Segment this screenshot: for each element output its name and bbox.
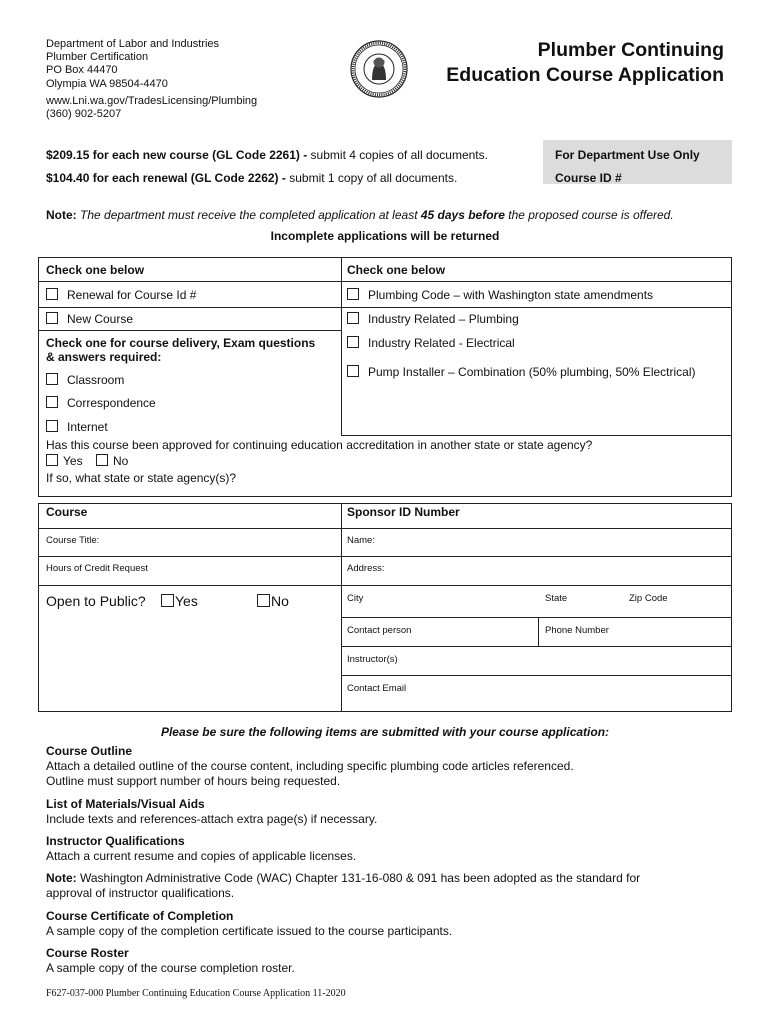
hours-credit-label: Hours of Credit Request xyxy=(46,563,148,574)
title-line: Education Course Application xyxy=(446,64,724,86)
agency-website: www.Lni.wa.gov/TradesLicensing/Plumbing xyxy=(46,94,258,107)
pump-installer-label: Pump Installer – Combination (50% plumbing, 50% Electrical) xyxy=(368,365,696,379)
left-check-header: Check one below xyxy=(46,263,145,277)
state-agency-question: If so, what state or state agency(s)? xyxy=(46,471,237,485)
approved-yes-label: Yes xyxy=(63,454,83,468)
item-text: approval of instructor qualifications. xyxy=(46,886,235,900)
wac-note xyxy=(46,871,736,901)
open-public-yes-label: Yes xyxy=(175,593,198,609)
renew-fee-amount: $104.40 for each renewal (GL Code 2262) - xyxy=(46,171,286,185)
new-fee-instructions: submit 4 copies of all documents. xyxy=(307,148,488,162)
title-line: Plumber Continuing xyxy=(537,39,724,61)
agency-address xyxy=(46,38,257,121)
approved-yes-checkbox[interactable] xyxy=(46,454,58,466)
address-line: Plumber Certification xyxy=(46,51,149,64)
certificate-item xyxy=(46,909,736,939)
renewal-fee xyxy=(46,171,457,185)
zip-label: Zip Code xyxy=(629,593,668,604)
approved-question: Has this course been approved for continuing education accreditation in another state or state agency? xyxy=(46,438,593,452)
roster-item xyxy=(46,946,736,976)
course-id-label: Course ID # xyxy=(555,171,622,185)
note-text: The department must receive the completed application at least xyxy=(76,208,421,222)
item-text: A sample copy of the completion certificate issued to the course participants. xyxy=(46,924,453,938)
form-id-footer: F627-037-000 Plumber Continuing Education Course Application 11-2020 xyxy=(46,988,346,999)
internet-checkbox[interactable] xyxy=(46,420,58,432)
agency-phone: (360) 902-5207 xyxy=(46,108,122,121)
plumbing-code-label: Plumbing Code – with Washington state amendments xyxy=(368,288,654,302)
item-heading: List of Materials/Visual Aids xyxy=(46,797,205,811)
instructor-item xyxy=(46,834,736,864)
delivery-header-2: & answers required: xyxy=(46,350,162,364)
pump-installer-checkbox[interactable] xyxy=(347,365,359,377)
item-text: A sample copy of the course completion roster. xyxy=(46,961,295,975)
plumbing-code-checkbox[interactable] xyxy=(347,288,359,300)
note-label: Note: xyxy=(46,208,77,222)
delivery-header: Check one for course delivery, Exam questions xyxy=(46,336,316,350)
open-public-yes-checkbox[interactable] xyxy=(161,594,174,607)
item-text: Attach a detailed outline of the course content, including specific plumbing code articles referenced. xyxy=(46,759,574,773)
note-text-end: the proposed course is offered. xyxy=(504,208,674,222)
incomplete-warning: Incomplete applications will be returned xyxy=(270,229,500,243)
form-title xyxy=(446,38,724,88)
deadline-note xyxy=(46,208,674,222)
address-line: Olympia WA 98504-4470 xyxy=(46,77,168,90)
new-fee-amount: $209.15 for each new course (GL Code 2261) - xyxy=(46,148,308,162)
department-use-label: For Department Use Only xyxy=(555,148,700,162)
approved-no-label: No xyxy=(113,454,129,468)
city-label: City xyxy=(347,593,364,604)
item-text: Attach a current resume and copies of applicable licenses. xyxy=(46,849,357,863)
note-deadline: 45 days before xyxy=(420,208,505,222)
industry-electrical-label: Industry Related - Electrical xyxy=(368,336,515,350)
sponsor-address-label: Address: xyxy=(347,563,385,574)
item-text: Include texts and references-attach extra page(s) if necessary. xyxy=(46,812,378,826)
address-line: PO Box 44470 xyxy=(46,64,118,77)
classroom-label: Classroom xyxy=(67,373,125,387)
new-course-fee xyxy=(46,148,488,162)
department-use-box xyxy=(543,140,732,184)
contact-email-label: Contact Email xyxy=(347,683,407,694)
renew-fee-instructions: submit 1 copy of all documents. xyxy=(285,171,458,185)
correspondence-checkbox[interactable] xyxy=(46,396,58,408)
item-heading: Course Outline xyxy=(46,744,133,758)
item-text: Washington Administrative Code (WAC) Chapter 131-16-080 & 091 has been adopted as the standard for xyxy=(76,871,641,885)
sponsor-id-header: Sponsor ID Number xyxy=(347,505,460,519)
internet-label: Internet xyxy=(67,420,108,434)
state-label: State xyxy=(545,593,568,604)
open-public-no-label: No xyxy=(271,593,289,609)
item-text: Outline must support number of hours being requested. xyxy=(46,774,341,788)
industry-plumbing-label: Industry Related – Plumbing xyxy=(368,312,519,326)
approved-no-checkbox[interactable] xyxy=(96,454,108,466)
industry-plumbing-checkbox[interactable] xyxy=(347,312,359,324)
address-line: Department of Labor and Industries xyxy=(46,38,220,50)
right-check-header: Check one below xyxy=(347,263,446,277)
new-course-checkbox[interactable] xyxy=(46,312,58,324)
renewal-label: Renewal for Course Id # xyxy=(67,288,197,302)
classroom-checkbox[interactable] xyxy=(46,373,58,385)
open-public-no-checkbox[interactable] xyxy=(257,594,270,607)
correspondence-label: Correspondence xyxy=(67,396,156,410)
items-intro: Please be sure the following items are submitted with your course application: xyxy=(160,725,610,739)
industry-electrical-checkbox[interactable] xyxy=(347,336,359,348)
instructors-label: Instructor(s) xyxy=(347,654,398,665)
course-title-label: Course Title: xyxy=(46,535,100,546)
item-heading: Course Roster xyxy=(46,946,129,960)
open-public-label: Open to Public? xyxy=(46,593,146,609)
materials-item xyxy=(46,797,736,827)
wac-note-label: Note: xyxy=(46,871,77,885)
new-course-label: New Course xyxy=(67,312,134,326)
item-heading: Course Certificate of Completion xyxy=(46,909,234,923)
course-header: Course xyxy=(46,505,88,519)
course-outline-item xyxy=(46,744,736,789)
sponsor-name-label: Name: xyxy=(347,535,375,546)
phone-number-label: Phone Number xyxy=(545,625,609,636)
contact-person-label: Contact person xyxy=(347,625,412,636)
state-seal-icon xyxy=(350,40,408,98)
item-heading: Instructor Qualifications xyxy=(46,834,185,848)
renewal-checkbox[interactable] xyxy=(46,288,58,300)
